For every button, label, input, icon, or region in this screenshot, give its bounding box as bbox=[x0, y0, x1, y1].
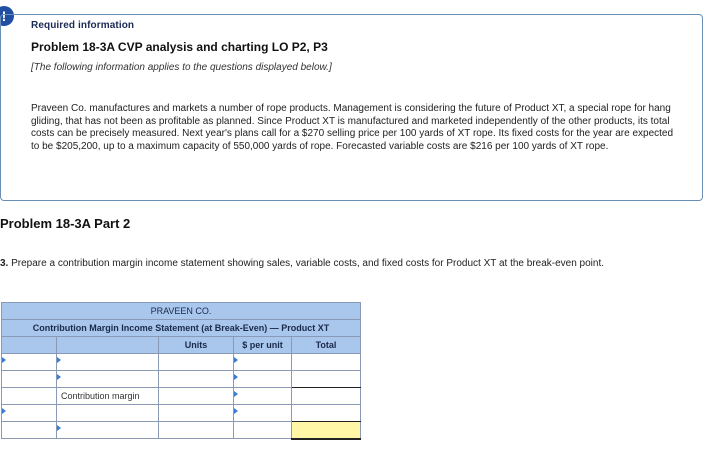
total-input[interactable] bbox=[292, 405, 361, 422]
dropdown-arrow-icon bbox=[57, 374, 61, 380]
dropdown-arrow-icon bbox=[234, 408, 238, 414]
row-marker-cell[interactable] bbox=[2, 405, 57, 422]
total-input[interactable] bbox=[292, 388, 361, 405]
statement-title: Contribution Margin Income Statement (at Break-Even) — Product XT bbox=[2, 320, 361, 337]
row-marker-cell[interactable] bbox=[2, 371, 57, 388]
units-input[interactable] bbox=[159, 354, 234, 371]
info-note: [The following information applies to the questions displayed below.] bbox=[31, 62, 332, 73]
question-number: 3. bbox=[0, 258, 9, 269]
table-row bbox=[2, 371, 361, 388]
table-row bbox=[2, 422, 361, 439]
column-header-total: Total bbox=[292, 337, 361, 354]
per-unit-input[interactable] bbox=[234, 371, 292, 388]
table-row bbox=[2, 354, 361, 371]
dropdown-arrow-icon bbox=[234, 357, 238, 363]
income-statement-table bbox=[1, 302, 361, 440]
total-input-highlighted[interactable] bbox=[292, 422, 361, 439]
row-label-dropdown[interactable] bbox=[57, 371, 159, 388]
row-label-dropdown[interactable] bbox=[57, 405, 159, 422]
table-row bbox=[2, 405, 361, 422]
dropdown-arrow-icon bbox=[2, 357, 6, 363]
column-header-blank-2 bbox=[57, 337, 159, 354]
row-marker-cell[interactable] bbox=[2, 422, 57, 439]
units-input[interactable] bbox=[159, 405, 234, 422]
required-info-label: Required information bbox=[31, 20, 135, 31]
dropdown-arrow-icon bbox=[57, 357, 61, 363]
contribution-margin-label: Contribution margin bbox=[57, 388, 159, 405]
dropdown-arrow-icon bbox=[234, 391, 238, 397]
table-row bbox=[2, 388, 361, 405]
row-label-dropdown[interactable] bbox=[57, 354, 159, 371]
problem-description: Praveen Co. manufactures and markets a number of rope products. Management is considering the future of Product XT, a special rope for hang gliding, that has not been as profitable as planned. Since Product XT is manufactured and marketed independently of the other products, its total costs can be precisely measured. Next year's plans call for a $270 selling price per 100 yards of XT rope. Its fixed costs for the year are expected to be $205,200, up to a maximum capacity of 550,000 yards of rope. Forecasted variable costs are $216 per 100 yards of XT rope. bbox=[31, 103, 674, 152]
alert-icon: ! bbox=[0, 6, 14, 26]
units-input[interactable] bbox=[159, 388, 234, 405]
dropdown-arrow-icon bbox=[2, 408, 6, 414]
column-header-per-unit: $ per unit bbox=[234, 337, 292, 354]
per-unit-input[interactable] bbox=[234, 388, 292, 405]
units-input[interactable] bbox=[159, 371, 234, 388]
question-body: Prepare a contribution margin income statement showing sales, variable costs, and fixed costs for Product XT at the break-even point. bbox=[8, 258, 605, 269]
row-marker-cell[interactable] bbox=[2, 354, 57, 371]
per-unit-input[interactable] bbox=[234, 354, 292, 371]
part-title: Problem 18-3A Part 2 bbox=[0, 216, 131, 231]
dropdown-arrow-icon bbox=[234, 374, 238, 380]
units-input[interactable] bbox=[159, 422, 234, 439]
per-unit-input[interactable] bbox=[234, 405, 292, 422]
question-text bbox=[0, 258, 700, 271]
column-header-blank-1 bbox=[2, 337, 57, 354]
total-input[interactable] bbox=[292, 371, 361, 388]
total-input[interactable] bbox=[292, 354, 361, 371]
per-unit-input[interactable] bbox=[234, 422, 292, 439]
row-label-dropdown[interactable] bbox=[57, 422, 159, 439]
problem-title: Problem 18-3A CVP analysis and charting LO P2, P3 bbox=[31, 40, 328, 54]
statement-company: PRAVEEN CO. bbox=[2, 303, 361, 320]
column-header-units: Units bbox=[159, 337, 234, 354]
row-marker-cell bbox=[2, 388, 57, 405]
dropdown-arrow-icon bbox=[57, 425, 61, 431]
